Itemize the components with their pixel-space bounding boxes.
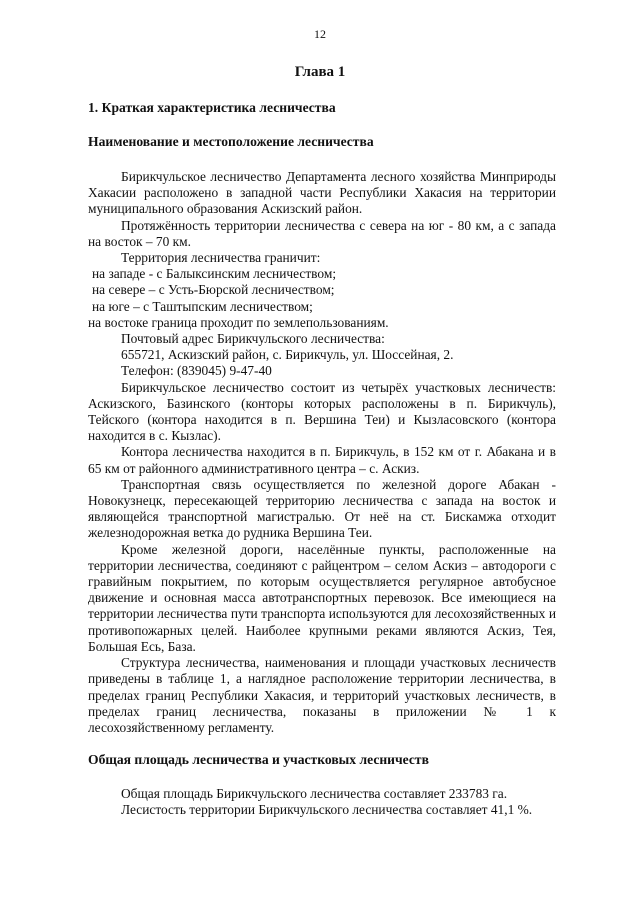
paragraph: Лесистость территории Бирикчульского лесничества составляет 41,1 %. — [121, 802, 533, 818]
phone: Телефон: (839045) 9-47-40 — [121, 363, 272, 379]
subsection-title-area: Общая площадь лесничества и участковых лесничеств — [88, 752, 429, 767]
paragraph: Протяжённость территории лесничества с севера на юг - 80 км, а с запада на восток – 70 км. — [88, 217, 556, 249]
paragraph: Кроме железной дороги, населённые пункты, расположенные на территории лесничества, соединяют с райцентром – селом Аскиз – автодороги с гравийным покрытием, по которым осуществляется регулярное автобусное движение и основная масса автотранспортных перевозок. Все имеющиеся на территории лесничества пути транспорта используются для лесохозяйственных и противопожарных целей. Наиболее крупными реками являются Аскиз, Тея, Большая Есь, База. — [88, 541, 556, 654]
address-line: 655721, Аскизский район, с. Бирикчуль, ул. Шоссейная, 2. — [121, 347, 454, 363]
border-west: на западе - с Балыксинским лесничеством; — [92, 266, 337, 282]
subsection-body-area — [88, 786, 556, 818]
border-east: на востоке граница проходит по землепользованиям. — [88, 314, 389, 330]
paragraph: Общая площадь Бирикчульского лесничества составляет 233783 га. — [121, 786, 508, 801]
borders-intro: Территория лесничества граничит: — [121, 250, 321, 266]
subsection-title-location: Наименование и местоположение лесничества — [88, 134, 374, 149]
page-number: 12 — [314, 27, 326, 41]
subsection-body-location — [88, 169, 556, 736]
chapter-title: Глава 1 — [294, 64, 346, 80]
border-north: на севере – с Усть-Бюрской лесничеством; — [92, 282, 335, 298]
paragraph: Бирикчульское лесничество состоит из четырёх участковых лесничеств: Аскизского, Базинского (конторы которых расположены в п. Бирикчуль), Тейского (контора находится в п. Вершина Теи) и Кызласовского (контора находится в с. Кызлас). — [88, 379, 556, 444]
paragraph: Транспортная связь осуществляется по железной дороге Абакан - Новокузнецк, пересекающей территорию лесничества с запада на восток и являющейся транспортной магистралью. От неё на ст. Бискамжа отходит железнодорожная ветка до рудника Вершина Теи. — [88, 476, 556, 541]
paragraph: Структура лесничества, наименования и площади участковых лесничеств приведены в таблице 1, а наглядное расположение территории лесничества, в пределах границ Республики Хакасия, и территорий участковых лесничеств, в пределах границ лесничества, показаны в приложении № 1 к лесохозяйственному регламенту. — [88, 655, 556, 735]
section-title: 1. Краткая характеристика лесничества — [88, 100, 336, 115]
paragraph: Контора лесничества находится в п. Бирикчуль, в 152 км от г. Абакана и в 65 км от районного административного центра – с. Аскиз. — [88, 444, 556, 476]
address-label: Почтовый адрес Бирикчульского лесничества: — [121, 331, 385, 347]
paragraph: Бирикчульское лесничество Департамента лесного хозяйства Минприроды Хакасии расположено в западной части Республики Хакасия на территории муниципального образования Аскизский район. — [88, 169, 556, 217]
border-south: на юге – с Таштыпским лесничеством; — [92, 298, 313, 314]
